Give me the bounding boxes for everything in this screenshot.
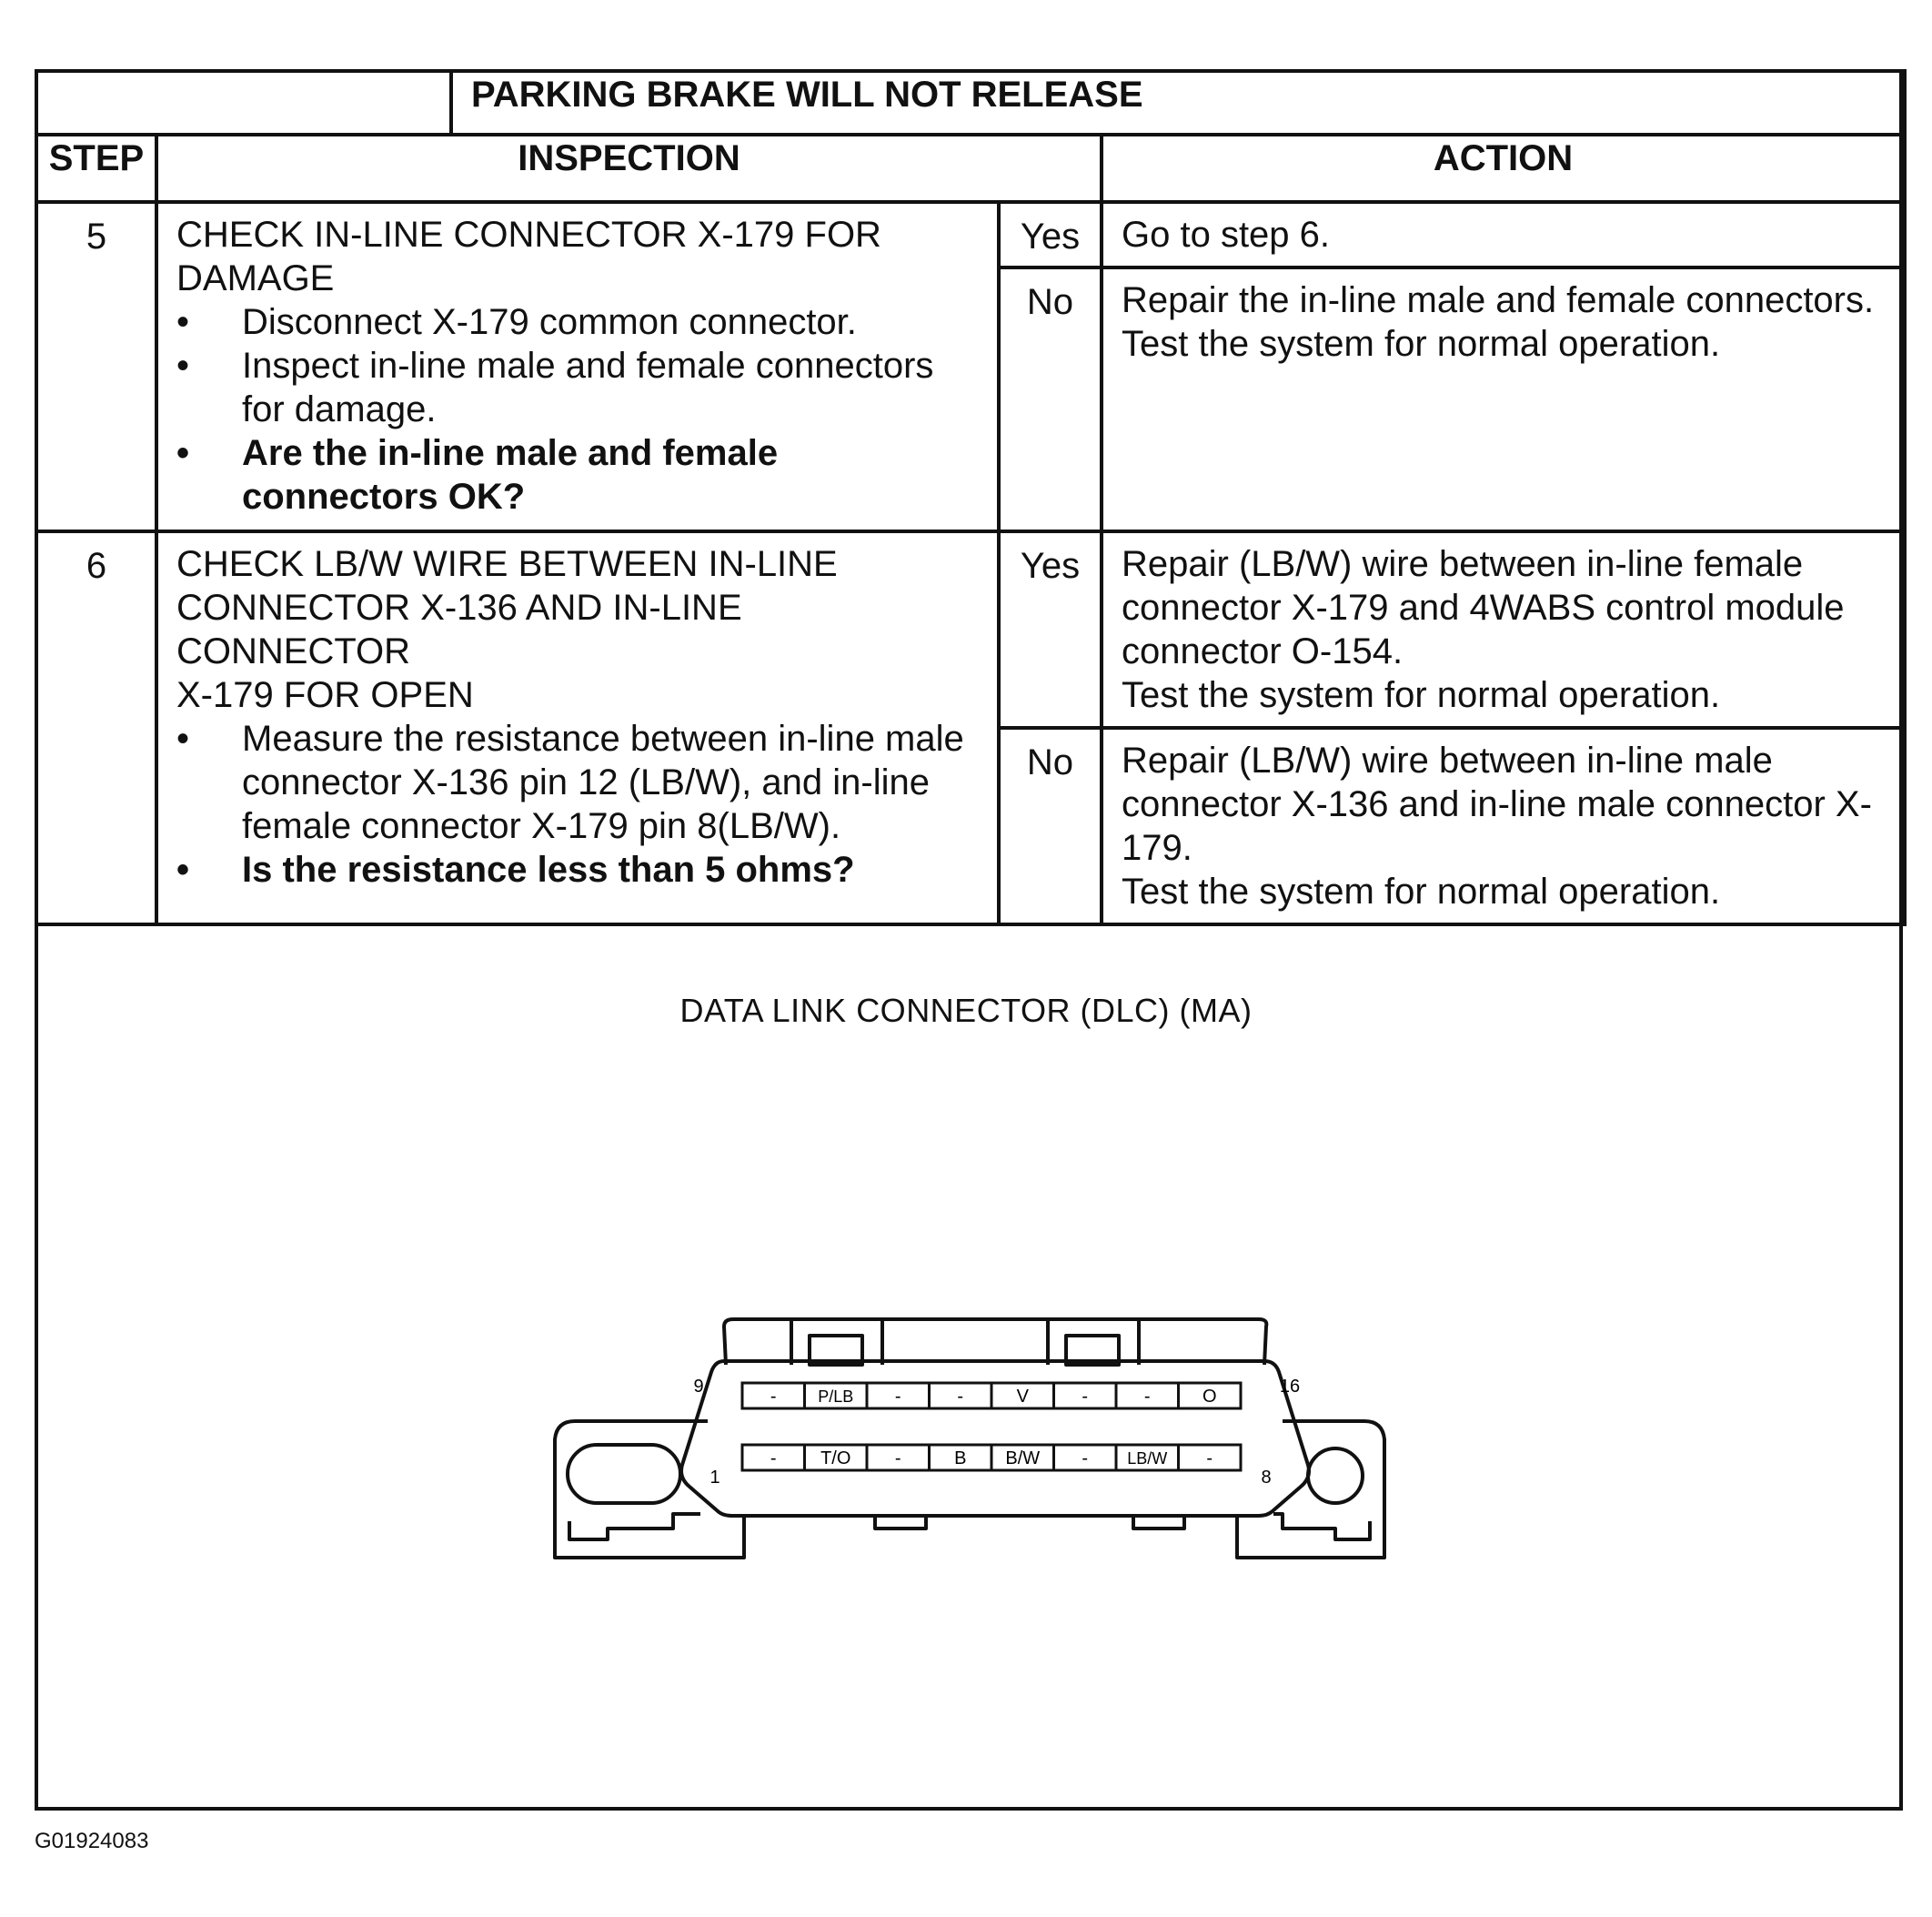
pin-wire-label: - [1082,1387,1089,1407]
action-text: Repair (LB/W) wire between in-line male connector X-136 and in-line male connector X-179. [1122,741,1872,868]
pin-wire-label: LB/W [1127,1449,1168,1468]
pin-wire-label: - [1206,1448,1213,1468]
diagnostic-table [35,69,1907,926]
figure-id: G01924083 [35,1829,149,1853]
pin-wire-label: T/O [820,1448,851,1468]
step-heading: X-179 FOR OPEN [176,675,474,715]
step-heading: DAMAGE [176,258,335,298]
no-label: No [999,728,1102,924]
header-action: ACTION [1102,135,1905,202]
yes-action [1102,202,1905,267]
pin-wire-label: P/LB [818,1387,854,1406]
step-heading: CHECK IN-LINE CONNECTOR X-179 FOR [176,215,881,255]
yes-action [1102,531,1905,728]
pin-wire-label: - [1143,1387,1151,1407]
no-label: No [999,267,1102,531]
inspection-bullet: • Inspect in-line male and female connectors for damage. [176,344,982,431]
inspection-question: • Is the resistance less than 5 ohms? [176,848,982,892]
pin-wire-label: - [770,1448,777,1468]
inspection-bullet: • Disconnect X-179 common connector. [176,300,982,344]
inspection-bullets [176,717,982,892]
step-inspection [156,202,999,531]
action-text: Repair (LB/W) wire between in-line female connector X-179 and 4WABS control module connector O-154. [1122,544,1845,671]
inspection-bullet: • Measure the resistance between in-line male connector X-136 pin 12 (LB/W), and in-line female connector X-179 pin 8(LB/W). [176,717,982,848]
no-action [1102,267,1905,531]
yes-label: Yes [999,531,1102,728]
pin-wire-label: V [1016,1387,1029,1407]
pin-label-8: 8 [1261,1468,1272,1488]
pin-wire-label: - [894,1387,901,1407]
pin-label-16: 16 [1279,1377,1301,1397]
connector-title: DATA LINK CONNECTOR (DLC) (MA) [679,992,1253,1029]
title-blank-cell [36,71,451,135]
step-inspection [156,531,999,924]
pin-label-1: 1 [709,1468,720,1488]
pin-wire-label: - [1082,1448,1089,1468]
no-action [1102,728,1905,924]
pin-wire-label: - [957,1387,964,1407]
step-heading: CHECK LB/W WIRE BETWEEN IN-LINE [176,544,838,584]
pin-wire-label: O [1202,1387,1217,1407]
action-text: Test the system for normal operation. [1122,324,1721,364]
pin-wire-label: - [894,1448,901,1468]
action-text: Go to step 6. [1122,215,1331,255]
pin-label-9: 9 [693,1377,704,1397]
action-text: Test the system for normal operation. [1122,675,1721,715]
table-title: PARKING BRAKE WILL NOT RELEASE [451,71,1905,135]
pin-rows [742,1383,1241,1470]
pin-wire-label: B/W [1005,1448,1041,1468]
pin-wire-label: - [770,1387,777,1407]
header-step: STEP [36,135,156,202]
step-number: 6 [36,531,156,924]
header-inspection: INSPECTION [156,135,1102,202]
action-text: Repair the in-line male and female connectors. [1122,280,1875,320]
inspection-bullets [176,300,982,519]
inspection-question: • Are the in-line male and female connectors OK? [176,431,982,519]
pin-wire-label: B [954,1448,967,1468]
step-heading: CONNECTOR X-136 AND IN-LINE CONNECTOR [176,588,742,671]
dlc-connector-diagram [546,1310,1401,1565]
yes-label: Yes [999,202,1102,267]
action-text: Test the system for normal operation. [1122,872,1721,912]
step-number: 5 [36,202,156,531]
